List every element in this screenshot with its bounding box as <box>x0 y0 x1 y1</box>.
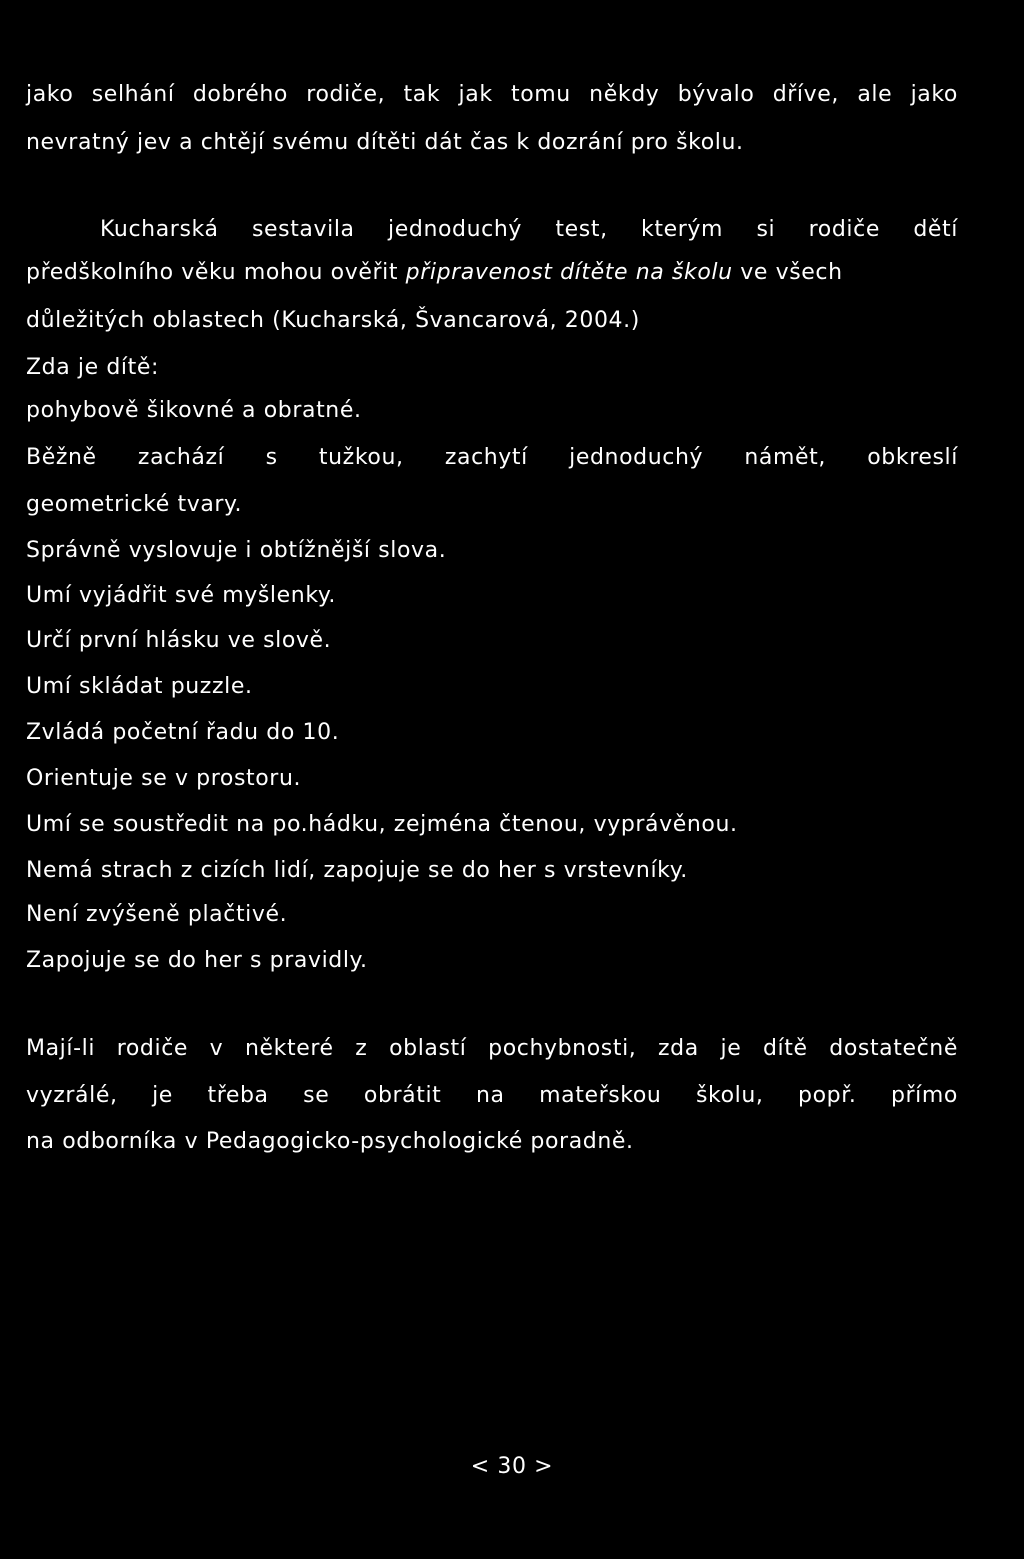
page-number: < 30 > <box>470 1454 554 1479</box>
checklist-item: Běžně zachází s tužkou, zachytí jednoduchý námět, obkreslí <box>26 445 958 470</box>
checklist-item: Určí první hlásku ve slově. <box>26 628 332 653</box>
paragraph-2-line-2 <box>26 258 843 288</box>
emphasized-phrase: připravenost dítěte na školu <box>405 260 733 285</box>
checklist-item: Nemá strach z cizích lidí, zapojuje se do her s vrstevníky. <box>26 858 688 883</box>
paragraph-2-line-1: Kucharská sestavila jednoduchý test, kterým si rodiče dětí <box>100 217 958 242</box>
paragraph-3-line-3: na odborníka v Pedagogicko-psychologické poradně. <box>26 1129 634 1154</box>
checklist-item-continuation: geometrické tvary. <box>26 492 243 517</box>
paragraph-2-line-2-end: ve všech <box>732 260 843 285</box>
checklist-item: Umí se soustředit na po.hádku, zejména čtenou, vyprávěnou. <box>26 812 738 837</box>
checklist-item: Zapojuje se do her s pravidly. <box>26 948 368 973</box>
paragraph-2-line-2-start: předškolního věku mohou ověřit <box>26 260 406 285</box>
paragraph-2-line-3: důležitých oblastech (Kucharská, Švancarová, 2004.) <box>26 308 640 333</box>
checklist-item: Zvládá početní řadu do 10. <box>26 720 340 745</box>
checklist-item: Správně vyslovuje i obtížnější slova. <box>26 538 447 563</box>
paragraph-3-line-1: Mají-li rodiče v některé z oblastí pochybnosti, zda je dítě dostatečně <box>26 1036 958 1061</box>
checklist-item: Není zvýšeně plačtivé. <box>26 902 288 927</box>
paragraph-1-line-1: jako selhání dobrého rodiče, tak jak tomu někdy bývalo dříve, ale jako <box>26 82 958 107</box>
paragraph-1-line-2: nevratný jev a chtějí svému dítěti dát čas k dozrání pro školu. <box>26 130 744 155</box>
checklist-item: Umí vyjádřit své myšlenky. <box>26 583 336 608</box>
checklist-item: pohybově šikovné a obratné. <box>26 398 362 423</box>
checklist-item: Umí skládat puzzle. <box>26 674 253 699</box>
checklist-item: Orientuje se v prostoru. <box>26 766 302 791</box>
checklist-intro: Zda je dítě: <box>26 355 160 380</box>
paragraph-3-line-2: vyzrálé, je třeba se obrátit na mateřskou školu, popř. přímo <box>26 1083 958 1108</box>
